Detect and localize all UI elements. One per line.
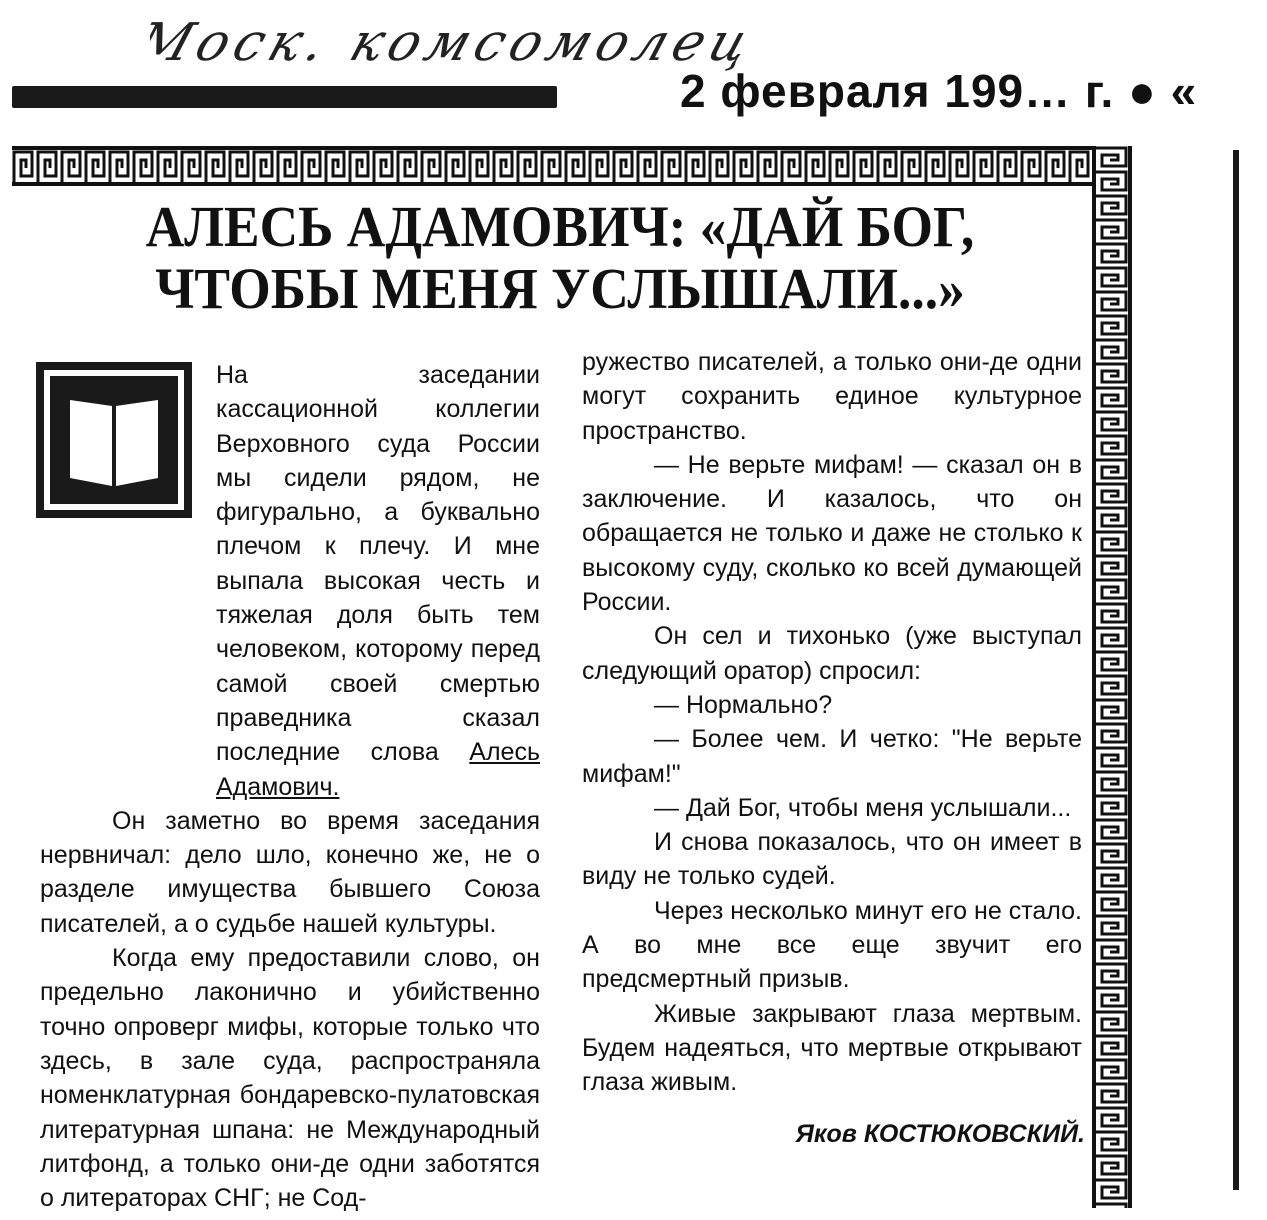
article-paragraph: Он заметно во время заседания нервничал: дело шло, конечно же, не о разделе имущества бывшего Союза писателей, а о судьбе нашей культуры.	[40, 806, 540, 938]
article-column-left	[40, 358, 540, 1215]
headline-line-2: ЧТОБЫ МЕНЯ УСЛЫШАЛИ...»	[155, 256, 965, 321]
article-paragraph: Он сел и тихонько (уже выступал следующий оратор) спросил:	[582, 622, 1082, 685]
article-paragraph	[40, 358, 540, 804]
handwritten-note-text: Моск. комсомолец	[150, 11, 764, 73]
issue-date: 2 февраля 199… г. ● «	[680, 65, 1198, 117]
article-paragraph: — Дай Бог, чтобы меня услышали...	[654, 793, 1072, 822]
article-paragraph: — Не верьте мифам! — сказал он в заключение. И казалось, что он обращается не только и даже не столько к высокому суду, сколько ко всей думающей России.	[582, 450, 1082, 617]
author-signature: Яков КОСТЮКОВСКИЙ.	[795, 1120, 1085, 1148]
greek-key-border-right	[1092, 146, 1132, 1208]
article-paragraph: И снова показалось, что он имеет в виду не только судей.	[582, 828, 1082, 891]
adjacent-column-rule	[1233, 150, 1239, 1190]
headline-line-1: АЛЕСЬ АДАМОВИЧ: «ДАЙ БОГ,	[145, 194, 975, 259]
header-rule	[12, 86, 557, 108]
article-paragraph: — Более чем. И четко: "Не верьте мифам!"	[582, 725, 1082, 788]
article-paragraph: Когда ему предоставили слово, он предельно лаконично и убийственно точно опроверг мифы, которые только что здесь, в зале суда, распространяла номенклатурная бондаревско-пулатовская литературная шпана: не Международный литфонд, а только они-де одни заботятся о литераторах СНГ; не Сод-	[40, 944, 540, 1213]
article-text: На заседании кассационной коллегии Верховного суда России мы сидели рядом, не фигурально, а буквально плечом к плечу. И мне выпала высокая честь и тяжелая доля быть тем человеком, которому перед самой своей смертью праведника сказал последние слова	[216, 361, 540, 767]
headline	[82, 196, 1039, 320]
person-name: Алесь Адамович.	[216, 738, 540, 801]
article-paragraph: Через несколько минут его не стало. А во мне все еще звучит его предсмертный призыв.	[582, 896, 1082, 994]
article-column-right	[582, 345, 1082, 1100]
article-paragraph: ружество писателей, а только они-де одни могут сохранить единое культурное пространство.	[582, 348, 1082, 445]
article-paragraph: — Нормально?	[654, 690, 833, 719]
greek-key-border-top	[12, 146, 1130, 186]
article-paragraph: Живые закрывают глаза мертвым. Будем надеяться, что мертвые открывают глаза живым.	[582, 999, 1082, 1097]
